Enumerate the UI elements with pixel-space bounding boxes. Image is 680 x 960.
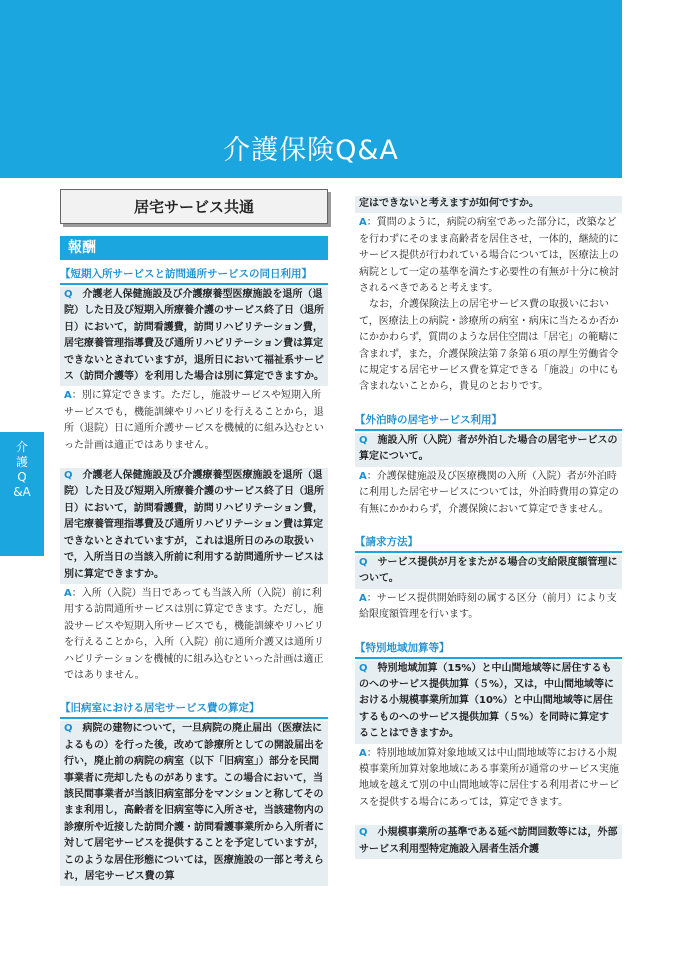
right-column bbox=[355, 196, 622, 861]
answer-text: ：介護保健施設及び医療機関の入所（入院）者が外泊時に利用した居宅サービスについては，外泊時費用の算定の有無にかかわらず，介護保険において算定できません。 bbox=[359, 470, 619, 515]
topic-heading: 【旧病室における居宅サービス費の算定】 bbox=[60, 698, 328, 719]
q-mark: Q bbox=[64, 470, 73, 482]
q-mark: Q bbox=[359, 556, 368, 568]
question-text: サービス提供が月をまたがる場合の支給限度額管理について。 bbox=[359, 556, 618, 585]
subhead-title: 報酬 bbox=[60, 236, 328, 260]
a-mark: A bbox=[64, 390, 72, 402]
topic-heading: 【請求方法】 bbox=[355, 532, 622, 553]
answer-block bbox=[355, 746, 622, 812]
question-block bbox=[60, 468, 328, 584]
question-block-continued: 定はできないと考えますが如何ですか。 bbox=[355, 196, 622, 213]
q-mark: Q bbox=[64, 289, 73, 300]
question-text: 特別地域加算（15%）と中山間地域等に居住するものへのサービス提供加算（５%），又は，中山間地域等における小規模事業所加算（10%）と中山間地域等に居住するものへのサービス提供加算（５%）を同時に算定することはできますか。 bbox=[359, 662, 615, 740]
question-block bbox=[355, 661, 622, 744]
answer-text: ：入所（入院）当日であっても当該入所（入院）前に利用する訪問通所サービスは別に算定できます。ただし，施設サービスや短期入所サービスでも，機能訓練やリハビリを行えることから，入所（入院）前に通所介護又は通所リハビリテーションを機械的に組み込むといった計画は適正ではありません。 bbox=[64, 587, 324, 681]
answer-text: ：別に算定できます。ただし，施設サービスや短期入所サービスでも，機能訓練やリハビリを行えることから，退所（退院）日に通所介護サービスを機械的に組み込むといった計画は適正ではありません。 bbox=[64, 390, 324, 451]
question-block bbox=[60, 287, 328, 386]
question-block bbox=[355, 433, 622, 467]
question-text: 介護老人保健施設及び介護療養型医療施設を退所（退院）した日及び短期入所療養介護のサービス終了日（退所日）において，訪問看護費，訪問リハビリテーション費，居宅療養管理指導費及び通所リハビリテーション費は算定できないとされていますが，これは退所日のみの取扱いで，入所当日の当該入所前に利用する訪問通所サービスは別に算定できますか。 bbox=[64, 470, 324, 580]
question-block bbox=[355, 825, 622, 859]
a-mark: A bbox=[359, 592, 367, 604]
q-mark: Q bbox=[359, 662, 368, 674]
topic-heading: 【外泊時の居宅サービス利用】 bbox=[355, 410, 622, 431]
answer-paragraph: なお，介護保険法上の居宅サービス費の取扱いにおいて，医療法上の病院・診療所の病室・病床に当たるか否かにかかわらず，質問のような居住空間は「居宅」の範疇に含まれず，また，介護保険法第７条第６項の厚生労働省令に規定する居宅サービス費を算定できる「施設」の中にも含まれないことから，貴見のとおりです。 bbox=[359, 299, 619, 393]
q-mark: Q bbox=[359, 434, 368, 446]
question-text: 小規模事業所の基準である延べ訪問回数等には，外部サービス利用型特定施設入居者生活介護 bbox=[359, 827, 618, 855]
answer-text: ：サービス提供開始時刻の属する区分（前月）により支給限度額管理を行います。 bbox=[359, 592, 617, 621]
answer-block bbox=[60, 388, 328, 454]
q-mark: Q bbox=[359, 827, 368, 839]
question-text: 施設入所（入院）者が外泊した場合の居宅サービスの算定について。 bbox=[359, 434, 618, 463]
answer-block bbox=[355, 469, 622, 518]
answer-block bbox=[60, 586, 328, 684]
answer-text: ：特別地域加算対象地域又は中山間地域等における小規模事業所加算対象地域にある事業所が通常のサービス実施地域を越えて別の中山間地域等に居住する利用者にサービスを提供する場合にあっては，算定できます。 bbox=[359, 747, 619, 808]
answer-block bbox=[355, 591, 622, 624]
a-mark: A bbox=[359, 217, 367, 229]
topic-heading: 【短期入所サービスと訪問通所サービスの同日利用】 bbox=[60, 264, 328, 285]
question-block bbox=[355, 555, 622, 589]
question-block bbox=[60, 721, 328, 886]
a-mark: A bbox=[64, 587, 72, 599]
answer-block bbox=[355, 215, 622, 297]
page-title: 介護保険Q&A bbox=[223, 135, 399, 166]
a-mark: A bbox=[359, 747, 367, 759]
a-mark: A bbox=[359, 470, 367, 482]
answer-text: ：質問のように，病院の病室であった部分に，改築などを行わずにそのまま高齢者を居住させ，一体的，継続的にサービス提供が行われている場合については，医療法上の病院として一定の基準を満たす必要性の有無が十分に検討されるべきであると考えます。 bbox=[359, 217, 619, 295]
section-title: 居宅サービス共通 bbox=[60, 189, 328, 224]
side-index-tab-label: 介護Q&A bbox=[13, 440, 31, 499]
question-text: 介護老人保健施設及び介護療養型医療施設を退所（退院）した日及び短期入所療養介護のサービス終了日（退所日）において，訪問看護費，訪問リハビリテーション費，居宅療養管理指導費及び通所リハビリテーション費は算定できないとされていますが，退所日において福祉系サービス（訪問介護等）を利用した場合は別に算定できますか。 bbox=[64, 289, 324, 383]
question-text: 病院の建物について，一旦病院の廃止届出（医療法によるもの）を行った後，改めて診療所としての開設届出を行い，廃止前の病院の病室（以下「旧病室」）部分を民間事業者に売却したものがあります。この場合において，当該民間事業者が当該旧病室部分をマンションと称してそのまま利用し，高齢者を旧病室等に入所させ，当該建物内の診療所や近接した訪問介護・訪問看護事業所から入所者に対して居宅サービスを提供することを予定していますが，このような居住形態については，医療施設の一部と考えられ，居宅サービス費の算 bbox=[64, 723, 324, 882]
left-column bbox=[60, 189, 328, 888]
q-mark: Q bbox=[64, 723, 73, 735]
topic-heading: 【特別地域加算等】 bbox=[355, 638, 622, 659]
